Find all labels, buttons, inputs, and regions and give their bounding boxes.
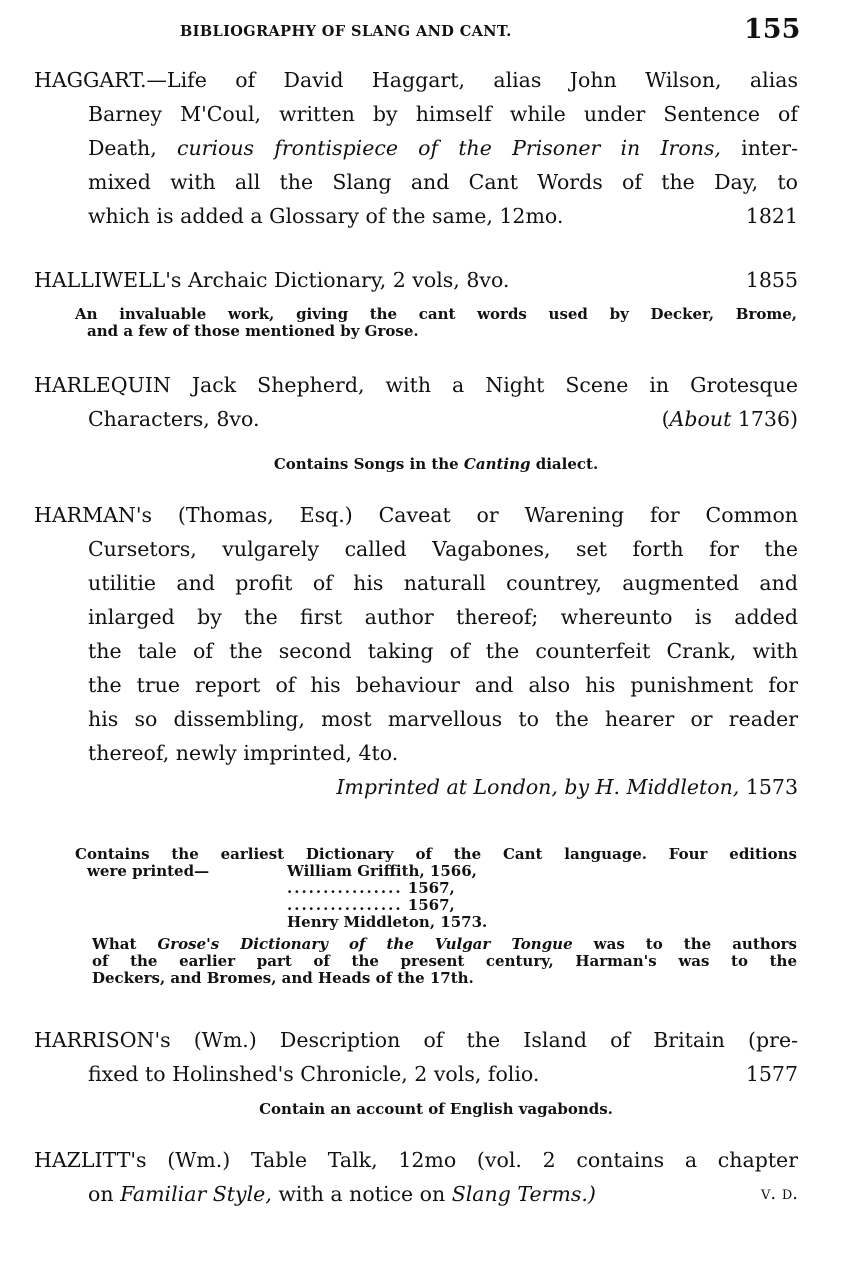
text: which is added a Glossary of the same, 12mo.	[88, 204, 564, 228]
text	[88, 1177, 596, 1211]
text: with a notice on	[271, 1182, 452, 1206]
text: dialect.	[530, 455, 599, 473]
italic-text: About	[669, 407, 732, 431]
entry-line: the true report of his behaviour and also his punishment for	[88, 673, 798, 697]
text: Characters, 8vo.	[88, 407, 260, 431]
text: What	[92, 935, 158, 953]
text: (	[661, 407, 670, 431]
entry-line	[88, 1057, 798, 1091]
note-line: Henry Middleton, 1573.	[287, 913, 488, 931]
entry-line	[34, 263, 798, 297]
entry-line: Cursetors, vulgarely called Vagabones, set forth for the	[88, 537, 798, 561]
note-harman	[75, 846, 797, 931]
text: was to the authors	[572, 935, 798, 953]
note-line: Contains the earliest Dictionary of the Cant language. Four editions	[75, 845, 797, 863]
note-line: Contain an account of English vagabonds.	[259, 1100, 613, 1118]
italic-text: Canting	[463, 455, 531, 473]
entry-line	[88, 1177, 798, 1211]
note-halliwell	[75, 306, 797, 340]
entry-line: his so dissembling, most marvellous to the hearer or reader	[88, 707, 798, 731]
text: HALLIWELL's Archaic Dictionary, 2 vols, 8vo.	[34, 268, 510, 292]
entry-line	[88, 402, 798, 436]
note-line	[75, 456, 797, 473]
italic-text: Familiar Style,	[120, 1182, 272, 1206]
note-harman-what	[92, 936, 797, 987]
entry-line: HARLEQUIN Jack Shepherd, with a Night Scene in Grotesque	[34, 373, 798, 397]
running-header	[0, 14, 842, 48]
note-line	[87, 863, 797, 880]
italic-text: Slang Terms.)	[451, 1182, 596, 1206]
page-number: 155	[744, 14, 801, 45]
entry-line: HARMAN's (Thomas, Esq.) Caveat or Warening for Common	[34, 503, 798, 527]
entry-line: utilitie and profit of his naturall countrey, augmented and	[88, 571, 798, 595]
entry-halliwell	[34, 263, 798, 297]
running-title: BIBLIOGRAPHY OF SLANG AND CANT.	[180, 23, 512, 40]
note-harrison	[75, 1101, 797, 1118]
text: fixed to Holinshed's Chronicle, 2 vols, folio.	[88, 1062, 540, 1086]
text: 1567,	[407, 879, 455, 897]
entry-line: Barney M'Coul, written by himself while under Sentence of	[88, 102, 798, 126]
entry-date: 1821	[745, 204, 798, 228]
text: inter-	[720, 136, 799, 160]
text: on	[88, 1182, 121, 1206]
text: Death,	[88, 136, 177, 160]
entry-harlequin	[34, 368, 798, 436]
leader-dots: ................	[287, 879, 403, 897]
entry-hazlitt	[34, 1143, 798, 1211]
text: William Griffith, 1566,	[287, 862, 477, 880]
note-line	[287, 880, 797, 897]
entry-date: 1855	[745, 268, 798, 292]
italic-text: Grose's Dictionary of the Vulgar Tongue	[157, 935, 573, 953]
entry-date	[662, 402, 798, 436]
note-line: of the earlier part of the present century, Harman's was to the	[92, 952, 797, 970]
entry-line	[88, 199, 798, 233]
text: 1736)	[731, 407, 798, 431]
text: were printed—	[87, 862, 210, 880]
entry-date: 1577	[745, 1062, 798, 1086]
entry-harrison	[34, 1023, 798, 1091]
entry-date: v. d.	[761, 1183, 798, 1204]
entry-date: 1573	[739, 775, 798, 799]
entry-haggart	[34, 63, 798, 233]
entry-line: HARRISON's (Wm.) Description of the Island of Britain (pre-	[34, 1028, 798, 1052]
italic-text: curious frontispiece of the Prisoner in Irons,	[176, 136, 721, 160]
entry-line: HAGGART.—Life of David Haggart, alias John Wilson, alias	[34, 68, 798, 92]
imprint-line	[34, 770, 798, 804]
entry-harman	[34, 498, 798, 804]
leader-dots: ................	[287, 896, 403, 914]
note-harlequin	[75, 456, 797, 473]
entry-line: thereof, newly imprinted, 4to.	[88, 741, 399, 765]
text: 1567,	[407, 896, 455, 914]
entry-line: HAZLITT's (Wm.) Table Talk, 12mo (vol. 2 contains a chapter	[34, 1148, 798, 1172]
text: Contains Songs in the	[273, 455, 464, 473]
entry-line: inlarged by the first author thereof; whereunto is added	[88, 605, 798, 629]
entry-line: mixed with all the Slang and Cant Words of the Day, to	[88, 170, 798, 194]
note-line: An invaluable work, giving the cant words used by Decker, Brome,	[75, 305, 797, 323]
note-line	[92, 936, 797, 953]
entry-line	[88, 131, 798, 165]
note-line: and a few of those mentioned by Grose.	[87, 322, 419, 340]
italic-text: Imprinted at London, by H. Middleton,	[336, 775, 740, 799]
note-line	[287, 897, 797, 914]
entry-line: the tale of the second taking of the counterfeit Crank, with	[88, 639, 798, 663]
note-line: Deckers, and Bromes, and Heads of the 17th.	[92, 969, 474, 987]
